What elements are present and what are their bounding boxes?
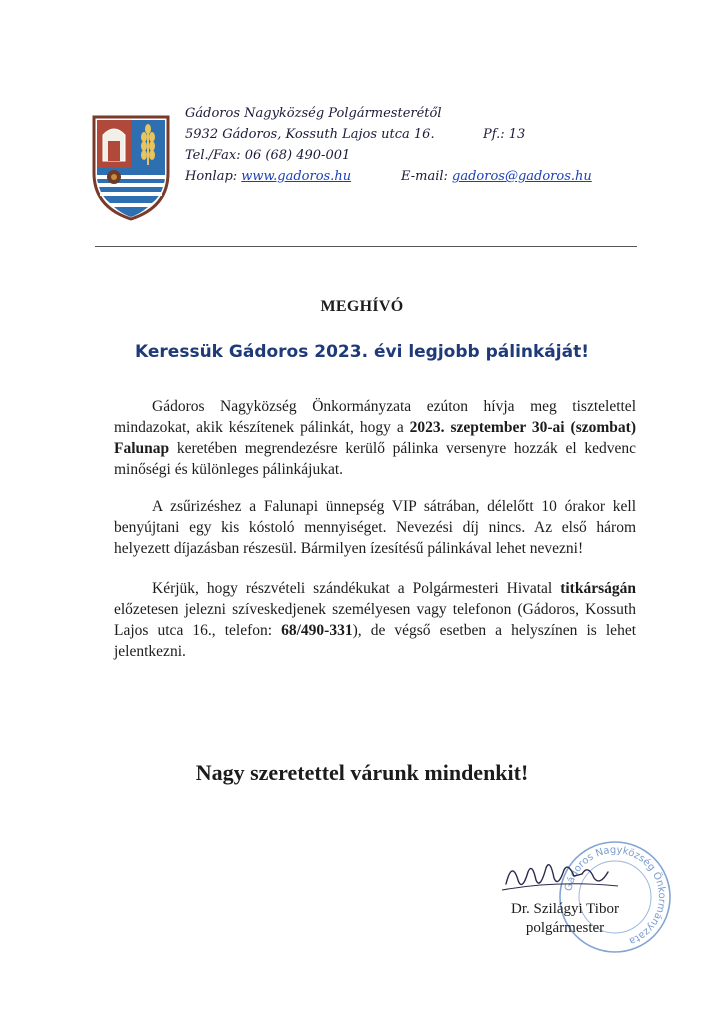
- coat-of-arms-icon: [90, 111, 172, 221]
- paragraph-2: A zsűrizéshez a Falunapi ünnepség VIP sátrában, délelőtt 10 órakor kell benyújtani egy kis kóstoló mennyiséget. Nevezési díj nincs. Az első három helyezett díjazásban részesül. Bármilyen ízesítésű pálinkával lehet nevezni!: [114, 498, 636, 557]
- signer-role: polgármester: [525, 920, 605, 936]
- document-title: MEGHÍVÓ: [320, 298, 404, 315]
- signer-name: Dr. Szilágyi Tibor: [511, 901, 619, 917]
- website-link[interactable]: www.gadoros.hu: [241, 169, 352, 184]
- letterhead-tel: Tel./Fax: 06 (68) 490-001: [185, 148, 351, 163]
- p3-office-bold: titkárságán: [560, 580, 636, 597]
- p3-text-d: ), de végső esetben a helyszínen is lehet jelentkezni.: [114, 622, 636, 660]
- letterhead-address: 5932 Gádoros, Kossuth Lajos utca 16.: [185, 127, 435, 142]
- p3-text-c: előzetesen jelezni szíveskedjenek személyesen vagy telefonon (Gádoros, Kossuth Lajos utca 16., telefon:: [114, 601, 636, 639]
- paragraph-1: [114, 396, 636, 480]
- p1-date-bold: 2023. szeptember 30-ai (szombat) Falunap: [114, 419, 636, 457]
- signature-block: [485, 900, 645, 938]
- stamp-text: Gádoros Nagyközség Önkormányzata: [563, 844, 668, 947]
- closing-line: Nagy szeretettel várunk mindenkit!: [195, 760, 529, 785]
- email-link[interactable]: gadoros@gadoros.hu: [452, 169, 592, 184]
- p3-text-a: Kérjük, hogy részvételi szándékukat a Polgármesteri Hivatal: [152, 580, 561, 597]
- p1-text-a: Gádoros Nagyközség Önkormányzata ezúton hívja meg tisztelettel mindazokat, akik készítenek pálinkát, hogy a: [114, 398, 636, 436]
- email-label: E-mail:: [401, 169, 453, 184]
- letterhead-pf: Pf.: 13: [483, 127, 526, 142]
- letterhead: [90, 103, 650, 223]
- paragraph-3: [114, 578, 636, 662]
- letterhead-line1: Gádoros Nagyközség Polgármesterétől: [185, 106, 442, 121]
- header-divider: [95, 246, 637, 247]
- handwritten-signature: [498, 850, 628, 900]
- letterhead-email: [401, 166, 592, 187]
- letterhead-web: [185, 166, 351, 187]
- p3-phone-bold: 68/490-331: [281, 622, 353, 639]
- web-label: Honlap:: [185, 169, 242, 184]
- document-subtitle: Keressük Gádoros 2023. évi legjobb pálinkáját!: [135, 342, 589, 362]
- p1-text-c: keretében megrendezésre kerülő pálinka versenyre hozzák el kedvenc minőségi és különleges pálinkájukat.: [114, 440, 636, 478]
